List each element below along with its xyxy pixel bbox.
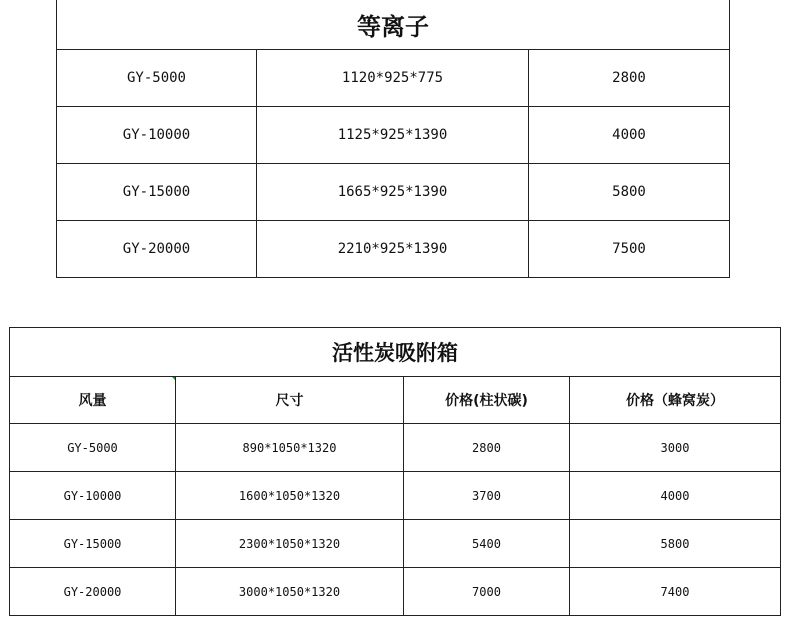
plasma-price-table: [56, 0, 730, 278]
header-airflow: [10, 377, 176, 424]
model-cell: GY-15000: [57, 164, 257, 221]
model-cell: GY-20000: [10, 568, 176, 616]
price-columnar-cell: 2800: [404, 424, 570, 472]
price-columnar-cell: 7000: [404, 568, 570, 616]
table-title: 等离子: [57, 0, 730, 50]
table-title-row: [57, 0, 730, 50]
size-cell: 3000*1050*1320: [176, 568, 404, 616]
size-cell: 1600*1050*1320: [176, 472, 404, 520]
size-cell: 2210*925*1390: [257, 221, 529, 278]
price-columnar-cell: 5400: [404, 520, 570, 568]
table-row: [10, 424, 781, 472]
model-cell: GY-20000: [57, 221, 257, 278]
model-cell: GY-10000: [57, 107, 257, 164]
table-header-row: [10, 377, 781, 424]
header-size: 尺寸: [176, 377, 404, 424]
table-row: [57, 164, 730, 221]
size-cell: 1120*925*775: [257, 50, 529, 107]
size-cell: 2300*1050*1320: [176, 520, 404, 568]
header-price-honeycomb: 价格（蜂窝炭）: [570, 377, 781, 424]
size-cell: 1125*925*1390: [257, 107, 529, 164]
model-cell: GY-10000: [10, 472, 176, 520]
price-honeycomb-cell: 5800: [570, 520, 781, 568]
size-cell: 890*1050*1320: [176, 424, 404, 472]
table-title-row: [10, 328, 781, 377]
price-honeycomb-cell: 3000: [570, 424, 781, 472]
cell-marker-icon: [171, 377, 176, 382]
table-title: 活性炭吸附箱: [10, 328, 781, 377]
price-cell: 7500: [529, 221, 730, 278]
price-cell: 2800: [529, 50, 730, 107]
price-honeycomb-cell: 7400: [570, 568, 781, 616]
table-row: [10, 472, 781, 520]
table-row: [57, 221, 730, 278]
model-cell: GY-5000: [10, 424, 176, 472]
price-cell: 5800: [529, 164, 730, 221]
price-cell: 4000: [529, 107, 730, 164]
header-price-columnar: 价格(柱状碳): [404, 377, 570, 424]
table-row: [57, 107, 730, 164]
price-columnar-cell: 3700: [404, 472, 570, 520]
header-airflow-label: 风量: [78, 393, 107, 409]
model-cell: GY-5000: [57, 50, 257, 107]
price-honeycomb-cell: 4000: [570, 472, 781, 520]
activated-carbon-price-table: [9, 327, 781, 616]
model-cell: GY-15000: [10, 520, 176, 568]
table-row: [10, 520, 781, 568]
size-cell: 1665*925*1390: [257, 164, 529, 221]
table-row: [10, 568, 781, 616]
table-row: [57, 50, 730, 107]
